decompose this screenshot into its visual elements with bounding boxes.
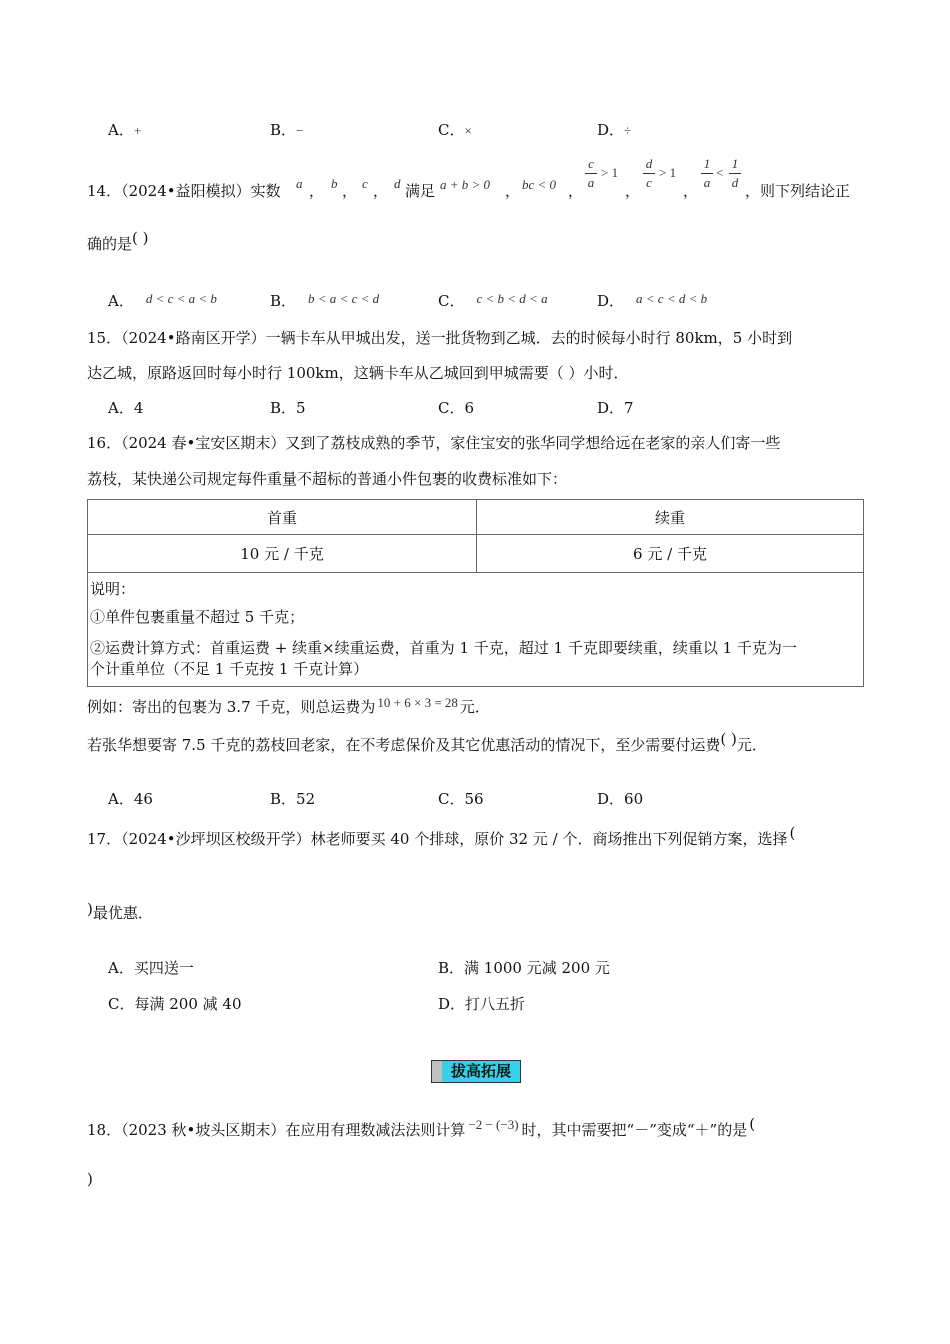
q14-text-satisfies: 满足 xyxy=(405,182,436,200)
q14-line-2: 确的是( ) xyxy=(87,229,149,253)
q13-option-b: B．− xyxy=(270,121,304,139)
q15-line-2: 达乙城，原路返回时每小时行 100km，这辆卡车从乙城回到甲城需要（ ）小时． xyxy=(87,364,629,382)
q13-option-c: C．× xyxy=(438,121,472,139)
section-banner-marker xyxy=(432,1061,442,1082)
note-item-1: ①单件包裹重量不超过 5 千克； xyxy=(90,608,305,626)
q14-condition-sum: a + b > 0 xyxy=(440,177,491,192)
q17-option-d: D．打八五折 xyxy=(438,995,526,1013)
note-item-2: ②运费计算方式：首重运费 + 续重×续重运费，首重为 1 千克，超过 1 千克即要续重，续重以 1 千克为一 xyxy=(90,639,797,657)
q14-option-b: B． b < a < c < d xyxy=(270,291,380,310)
q14-comma: ， xyxy=(505,182,521,200)
q16-line-2: 荔枝，某快递公司规定每件重量不超标的普通小件包裹的收费标准如下： xyxy=(87,470,568,488)
q14-number: 14．（2024•益阳模拟）实数 xyxy=(87,182,281,200)
q18-line-2: ) xyxy=(87,1170,93,1188)
fee-table-header-row xyxy=(88,500,864,535)
q14-fraction-1-over-a: 1 a xyxy=(701,156,713,191)
q17-line-2: )最优惠． xyxy=(87,900,153,922)
q13-option-d: D．÷ xyxy=(597,121,632,139)
q14-fraction-c-over-a: c a xyxy=(585,156,597,191)
q15-option-d: D．7 xyxy=(597,399,634,417)
q17-option-b: B．满 1000 元减 200 元 xyxy=(438,959,610,977)
q15-option-a: A．4 xyxy=(108,399,144,417)
q14-var-a: a xyxy=(296,176,303,191)
q13-option-a: A．+ xyxy=(108,121,142,139)
q16-line-1: 16．（2024 春•宝安区期末）又到了荔枝成熟的季节，家住宝安的张华同学想给远在老家的亲人们寄一些 xyxy=(87,434,781,452)
q14-fraction-d-over-c: d c xyxy=(643,156,655,191)
fee-table-cell-first-weight-price: 10 元 / 千克 xyxy=(88,535,477,573)
q15-option-c: C．6 xyxy=(438,399,475,417)
note-item-2-continued: 个计重单位（不足 1 千克按 1 千克计算） xyxy=(90,660,369,678)
fee-table-row xyxy=(88,535,864,573)
q16-option-c: C．56 xyxy=(438,790,484,808)
q14-fraction-1-over-d: 1 d xyxy=(729,156,741,191)
q16-option-d: D．60 xyxy=(597,790,644,808)
q14-comma: ， xyxy=(342,182,358,200)
section-banner xyxy=(431,1060,521,1083)
q14-option-a: A． d < c < a < b xyxy=(108,291,217,310)
q14-fraction-relation: > 1 xyxy=(601,165,619,180)
q18-line-1: 18．（2023 秋•坡头区期末）在应用有理数减法法则计算 −2 − (−3) 时，其中需要把“－”变成“＋”的是 ( xyxy=(87,1115,756,1139)
q14-var-b: b xyxy=(331,176,338,191)
q15-option-b: B．5 xyxy=(270,399,306,417)
q14-var-d: d xyxy=(394,176,401,191)
q14-fraction-relation: < xyxy=(716,165,724,180)
note-title: 说明： xyxy=(90,580,136,598)
q14-text-conclusion: ，则下列结论正 xyxy=(745,182,851,200)
q15-line-1: 15．（2024•路南区开学）一辆卡车从甲城出发，送一批货物到乙城．去的时候每小时行 80km，5 小时到 xyxy=(87,329,793,347)
q14-comma: ， xyxy=(373,182,389,200)
q17-option-c: C．每满 200 减 40 xyxy=(108,995,242,1013)
q14-comma: ， xyxy=(309,182,325,200)
fee-table-header-additional-weight: 续重 xyxy=(477,500,864,535)
q14-option-c: C． c < b < d < a xyxy=(438,291,548,310)
q14-option-d: D． a < c < d < b xyxy=(597,291,708,310)
q14-fraction-relation: > 1 xyxy=(659,165,677,180)
fee-table-header-first-weight: 首重 xyxy=(88,500,477,535)
q14-condition-product: bc < 0 xyxy=(522,177,557,192)
fee-table xyxy=(87,499,864,573)
fee-table-cell-additional-weight-price: 6 元 / 千克 xyxy=(477,535,864,573)
q16-option-b: B．52 xyxy=(270,790,316,808)
q16-option-a: A．46 xyxy=(108,790,153,808)
section-title: 拔高拓展 xyxy=(442,1061,520,1082)
q14-comma: ， xyxy=(625,182,641,200)
q14-var-c: c xyxy=(362,176,368,191)
q14-comma: ， xyxy=(683,182,699,200)
fee-table-note xyxy=(87,572,864,687)
q17-line-1: 17．（2024•沙坪坝区校级开学）林老师要买 40 个排球，原价 32 元 / 个．商场推出下列促销方案，选择 ( xyxy=(87,824,796,848)
q17-option-a: A．买四送一 xyxy=(108,959,194,977)
q16-question: 若张华想要寄 7.5 千克的荔枝回老家，在不考虑保价及其它优惠活动的情况下，至少需要付运费( )元． xyxy=(87,730,767,754)
q16-example: 例如：寄出的包裹为 3.7 千克，则总运费为 10 + 6 × 3 = 28 元． xyxy=(87,695,490,716)
q14-comma: ， xyxy=(568,182,584,200)
